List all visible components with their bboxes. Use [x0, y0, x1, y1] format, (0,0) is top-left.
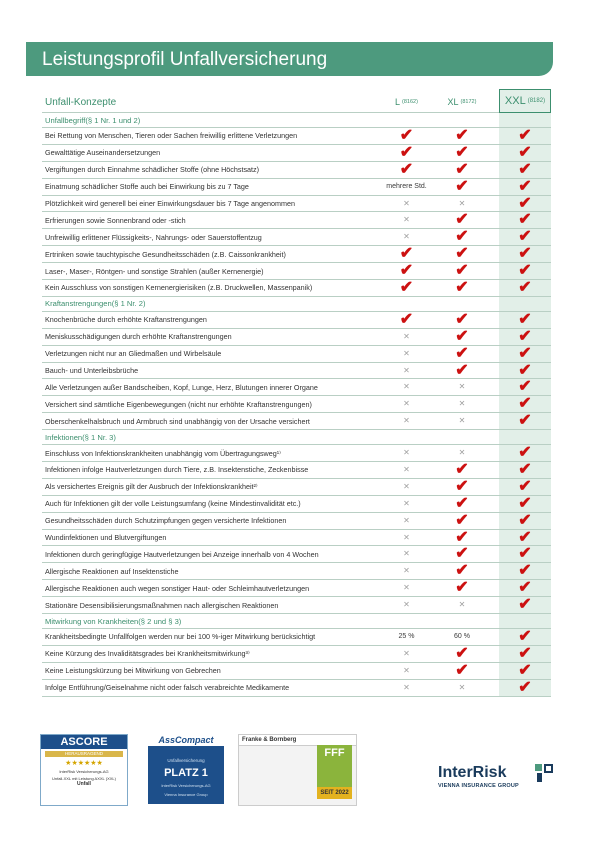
- cell-l: [381, 646, 432, 662]
- cell-xl: [436, 663, 488, 679]
- table-row: [42, 229, 551, 246]
- row-label: Auch für Infektionen gilt der volle Leistungsumfang (keine Mindestinvalidität etc.): [45, 499, 301, 509]
- cell-l: [381, 145, 432, 161]
- cross-icon: ✕: [458, 416, 466, 426]
- checkmark-icon: ✔: [518, 678, 532, 696]
- page-title: Leistungsprofil Unfallversicherung: [42, 49, 328, 70]
- cross-icon: ✕: [403, 515, 410, 525]
- cell-xl: [436, 580, 488, 596]
- cell-xl: [436, 445, 488, 461]
- row-label: Keine Leistungskürzung bei Mitwirkung von Gebrechen: [45, 666, 221, 676]
- cell-l: [381, 196, 432, 212]
- checkmark-icon: ✔: [518, 194, 532, 212]
- row-label: Ertrinken sowie tauchtypische Gesundheitsschäden (z.B. Caissonkrankheit): [45, 249, 286, 259]
- table-row: [42, 663, 551, 680]
- row-label: Keine Kürzung des Invaliditätsgrades bei Krankheitsmitwirkung³⁾: [45, 649, 250, 659]
- cross-icon: ✕: [403, 682, 410, 692]
- checkmark-icon: ✔: [399, 143, 414, 161]
- cross-icon: ✕: [458, 448, 466, 458]
- checkmark-icon: ✔: [455, 477, 469, 495]
- table-row: [42, 530, 551, 547]
- row-label: Oberschenkelhalsbruch und Armbruch sind unabhängig von der Ursache versichert: [45, 416, 310, 426]
- checkmark-icon: ✔: [455, 143, 469, 161]
- cell-xxl: [499, 128, 551, 144]
- checkmark-icon: ✔: [399, 262, 414, 280]
- cross-icon: ✕: [403, 464, 410, 474]
- checkmark-icon: ✔: [518, 327, 532, 345]
- cell-xl: [436, 263, 488, 279]
- cell-l: [381, 479, 432, 495]
- benefits-table: [42, 92, 551, 697]
- cell-l: [381, 462, 432, 478]
- table-row: [42, 379, 551, 396]
- cell-xxl: [499, 196, 551, 212]
- checkmark-icon: ✔: [518, 160, 532, 178]
- row-label: Alle Verletzungen außer Bandscheiben, Kopf, Lunge, Herz, Blutungen innerer Organe: [45, 382, 318, 392]
- franke-bornberg-badge: Franke & Bornberg FFF SEIT 2022: [238, 734, 357, 806]
- cell-l: [381, 396, 432, 412]
- cell-empty: [381, 113, 432, 127]
- section-name: Unfallbegriff: [45, 115, 86, 125]
- cell-xxl: [499, 413, 551, 429]
- checkmark-icon: ✔: [518, 596, 532, 614]
- section-name: Mitwirkung von Krankheiten: [45, 616, 139, 626]
- section-header: [42, 297, 551, 312]
- table-row: [42, 363, 551, 380]
- cell-l: [381, 329, 432, 345]
- cross-icon: ✕: [403, 665, 410, 675]
- cross-icon: ✕: [403, 583, 410, 593]
- cell-xxl: [499, 530, 551, 546]
- checkmark-icon: ✔: [455, 278, 469, 296]
- checkmark-icon: ✔: [518, 528, 532, 546]
- cross-icon: ✕: [403, 416, 410, 426]
- cell-xxl: [499, 580, 551, 596]
- checkmark-icon: ✔: [518, 562, 532, 580]
- cell-xl: [436, 479, 488, 495]
- row-label: Gewalttätige Auseinandersetzungen: [45, 148, 161, 158]
- cell-xxl: [499, 346, 551, 362]
- checkmark-icon: ✔: [455, 528, 469, 546]
- table-row: [42, 580, 551, 597]
- cell-l: [381, 363, 432, 379]
- cell-xxl: [499, 513, 551, 529]
- table-row: [42, 445, 551, 462]
- cell-xxl: [499, 646, 551, 662]
- cell-l: [381, 680, 432, 696]
- cell-xl: [436, 396, 488, 412]
- checkmark-icon: ✔: [518, 661, 532, 679]
- table-header-row: [42, 92, 551, 113]
- checkmark-icon: ✔: [518, 126, 532, 144]
- cell-xl: [436, 546, 488, 562]
- cell-xxl: [499, 229, 551, 245]
- cell-l: [381, 246, 432, 262]
- cell-xxl: [499, 563, 551, 579]
- cell-l: [381, 597, 432, 613]
- cross-icon: ✕: [458, 682, 466, 692]
- cell-l: [381, 379, 432, 395]
- column-header-xl: XL (8172): [447, 97, 477, 107]
- checkmark-icon: ✔: [455, 310, 469, 328]
- cell-xxl: [499, 445, 551, 461]
- row-label: Infolge Entführung/Geiselnahme nicht oder falsch verabreichte Medikamente: [45, 683, 290, 693]
- checkmark-icon: ✔: [455, 228, 469, 246]
- section-header: [42, 430, 551, 445]
- checkmark-icon: ✔: [399, 310, 414, 328]
- cell-xl: [436, 280, 488, 296]
- cross-icon: ✕: [458, 382, 466, 392]
- logo-mark-icon: [535, 764, 553, 782]
- section-header: [42, 614, 551, 629]
- table-row: [42, 513, 551, 530]
- table-row: [42, 263, 551, 280]
- checkmark-icon: ✔: [518, 579, 532, 597]
- cell-xxl: [499, 479, 551, 495]
- cell-l: [381, 413, 432, 429]
- cell-xxl: [499, 396, 551, 412]
- cross-icon: ✕: [403, 348, 410, 358]
- cross-icon: ✕: [403, 448, 410, 458]
- checkmark-icon: ✔: [518, 628, 532, 645]
- cell-l-value: 25 %: [398, 633, 415, 641]
- checkmark-icon: ✔: [518, 278, 532, 296]
- section-title: [45, 297, 145, 311]
- checkmark-icon: ✔: [518, 262, 532, 280]
- cell-l: [381, 263, 432, 279]
- table-row: [42, 479, 551, 496]
- row-label: Laser-, Maser-, Röntgen- und sonstige Strahlen (außer Kernenergie): [45, 266, 264, 276]
- cell-xxl: [499, 496, 551, 512]
- cell-xl: [436, 162, 488, 178]
- checkmark-icon: ✔: [399, 245, 414, 263]
- cell-xxl: [499, 629, 551, 645]
- row-label: Versichert sind sämtliche Eigenbewegungen (nicht nur erhöhte Kraftanstrengungen): [45, 399, 312, 409]
- checkmark-icon: ✔: [455, 160, 469, 178]
- table-row: [42, 646, 551, 663]
- cross-icon: ✕: [403, 566, 410, 576]
- checkmark-icon: ✔: [399, 160, 414, 178]
- cell-xxl: [499, 280, 551, 296]
- cell-l: [381, 496, 432, 512]
- cell-xl: [436, 363, 488, 379]
- checkmark-icon: ✔: [455, 644, 469, 662]
- checkmark-icon: ✔: [455, 545, 469, 563]
- row-label: Kein Ausschluss von sonstigen Kernenergierisiken (z.B. Druckwellen, Massenpanik): [45, 283, 313, 293]
- table-row: [42, 346, 551, 363]
- table-row: [42, 179, 551, 196]
- cell-empty: [381, 430, 432, 444]
- cross-icon: ✕: [403, 498, 410, 508]
- checkmark-icon: ✔: [455, 460, 469, 478]
- cross-icon: ✕: [403, 215, 410, 225]
- row-label: Erfrierungen sowie Sonnenbrand oder -stich: [45, 215, 186, 225]
- section-ref: (§ 1 Nr. 1 und 2): [85, 115, 141, 125]
- cell-l: [381, 530, 432, 546]
- cell-xxl: [499, 145, 551, 161]
- cell-xxl: [499, 263, 551, 279]
- checkmark-icon: ✔: [518, 177, 532, 195]
- section-ref: (§ 2 und § 3): [138, 616, 182, 626]
- cell-xl: [436, 145, 488, 161]
- cell-empty: [436, 113, 488, 127]
- checkmark-icon: ✔: [518, 361, 532, 379]
- ascore-badge: ASCORE HERAUSRAGEND ★★★★★★ InterRisk Versicherungs-AG Unfall-XXL mit Leistung AXXL (XXL) Unfall: [40, 734, 128, 806]
- checkmark-icon: ✔: [518, 545, 532, 563]
- cell-xl: [436, 379, 488, 395]
- cell-empty: [499, 430, 551, 444]
- row-label: Infektionen infolge Hautverletzungen durch Tiere, z.B. Insektenstiche, Zeckenbisse: [45, 465, 309, 475]
- cross-icon: ✕: [403, 549, 410, 559]
- cell-xxl: [499, 663, 551, 679]
- table-row: [42, 462, 551, 479]
- checkmark-icon: ✔: [455, 661, 469, 679]
- checkmark-icon: ✔: [455, 562, 469, 580]
- cell-l: [381, 563, 432, 579]
- checkmark-icon: ✔: [455, 327, 469, 345]
- section-title: [45, 614, 181, 628]
- checkmark-icon: ✔: [455, 245, 469, 263]
- section-header: [42, 113, 551, 128]
- checkmark-icon: ✔: [518, 211, 532, 229]
- row-label: Knochenbrüche durch erhöhte Kraftanstrengungen: [45, 315, 207, 325]
- cell-empty: [499, 297, 551, 311]
- table-row: [42, 246, 551, 263]
- cell-l: [381, 212, 432, 228]
- section-name: Infektionen: [45, 432, 83, 442]
- checkmark-icon: ✔: [518, 494, 532, 512]
- row-label: Wundinfektionen und Blutvergiftungen: [45, 533, 167, 543]
- cross-icon: ✕: [458, 600, 466, 610]
- table-row: [42, 196, 551, 213]
- cell-xl: [436, 530, 488, 546]
- table-row: [42, 629, 551, 646]
- table-row: [42, 145, 551, 162]
- row-label: Plötzlichkeit wird generell bei einer Einwirkungsdauer bis 7 Tage angenommen: [45, 199, 295, 208]
- table-row: [42, 128, 551, 145]
- cell-xl: [436, 212, 488, 228]
- checkmark-icon: ✔: [518, 444, 532, 462]
- checkmark-icon: ✔: [518, 245, 532, 263]
- cell-xxl: [499, 246, 551, 262]
- table-row: [42, 680, 551, 697]
- section-ref: (§ 1 Nr. 2): [111, 299, 146, 309]
- table-row: [42, 413, 551, 430]
- cell-xl-value: 60 %: [454, 633, 470, 641]
- cell-l: [381, 280, 432, 296]
- checkmark-icon: ✔: [518, 412, 532, 430]
- cell-l: [381, 229, 432, 245]
- cell-empty: [436, 614, 488, 628]
- cell-l: [381, 312, 432, 328]
- table-row: [42, 597, 551, 614]
- cell-xxl: [499, 212, 551, 228]
- column-header-l: L (8162): [381, 92, 432, 112]
- table-row: [42, 212, 551, 229]
- table-row: [42, 546, 551, 563]
- checkmark-icon: ✔: [518, 460, 532, 478]
- cell-xl: [436, 128, 488, 144]
- checkmark-icon: ✔: [518, 395, 532, 413]
- cell-xl: [436, 513, 488, 529]
- cell-xxl: [499, 162, 551, 178]
- cell-empty: [436, 430, 488, 444]
- row-label: Bauch- und Unterleibsbrüche: [45, 366, 139, 376]
- checkmark-icon: ✔: [518, 310, 532, 328]
- concepts-label: Unfall-Konzepte: [45, 96, 117, 108]
- checkmark-icon: ✔: [518, 378, 532, 396]
- cell-empty: [381, 614, 432, 628]
- table-row: [42, 329, 551, 346]
- checkmark-icon: ✔: [455, 361, 469, 379]
- rating-stars-icon: ★★★★★★: [65, 760, 103, 767]
- cell-xl: [436, 496, 488, 512]
- section-title: [45, 113, 140, 127]
- cross-icon: ✕: [403, 198, 410, 208]
- cell-l: [381, 346, 432, 362]
- cell-xl: [436, 179, 488, 195]
- cell-xl: [436, 563, 488, 579]
- checkmark-icon: ✔: [455, 494, 469, 512]
- table-row: [42, 312, 551, 329]
- cross-icon: ✕: [403, 365, 410, 375]
- row-label: Vergiftungen durch Einnahme schädlicher Stoffe (ohne Höchstsatz): [45, 165, 260, 175]
- row-label: Allergische Reaktionen auf Insektenstiche: [45, 566, 179, 576]
- cell-xl: [436, 646, 488, 662]
- cross-icon: ✕: [458, 399, 466, 409]
- checkmark-icon: ✔: [518, 477, 532, 495]
- row-label: Unfreiwillig erlittener Flüssigkeits-, Nahrungs- oder Sauerstoffentzug: [45, 232, 262, 242]
- cell-xl: [436, 329, 488, 345]
- section-ref: (§ 1 Nr. 3): [82, 432, 116, 442]
- checkmark-icon: ✔: [399, 278, 414, 296]
- cross-icon: ✕: [403, 232, 410, 242]
- cell-l: [381, 128, 432, 144]
- table-row: [42, 162, 551, 179]
- checkmark-icon: ✔: [455, 579, 469, 597]
- checkmark-icon: ✔: [455, 211, 469, 229]
- cell-xxl: [499, 546, 551, 562]
- row-label: Als versichertes Ereignis gilt der Ausbruch der Infektionskrankheit²⁾: [45, 482, 258, 492]
- cell-xl: [436, 462, 488, 478]
- section-title: [45, 430, 116, 444]
- table-row: [42, 280, 551, 297]
- cell-l: [381, 513, 432, 529]
- cross-icon: ✕: [403, 481, 410, 491]
- cell-xl: [436, 312, 488, 328]
- cell-l: [381, 663, 432, 679]
- cell-empty: [499, 113, 551, 127]
- row-label: Gesundheitsschäden durch Schutzimpfungen gegen versicherte Infektionen: [45, 516, 287, 526]
- cross-icon: ✕: [403, 532, 410, 542]
- cross-icon: ✕: [403, 331, 410, 341]
- cell-xxl: [499, 379, 551, 395]
- cell-xxl: [499, 680, 551, 696]
- cross-icon: ✕: [403, 648, 410, 658]
- cell-xl: [436, 246, 488, 262]
- column-header-xxl: XXL (8182): [499, 89, 551, 113]
- row-label: Infektionen durch geringfügige Hautverletzungen bei Anzeige innerhalb von 4 Wochen: [45, 549, 319, 559]
- cell-l: [381, 162, 432, 178]
- cross-icon: ✕: [458, 198, 466, 208]
- cell-l-value: mehrere Std.: [386, 183, 427, 191]
- table-row: [42, 496, 551, 513]
- checkmark-icon: ✔: [518, 644, 532, 662]
- checkmark-icon: ✔: [455, 126, 469, 144]
- cell-empty: [436, 297, 488, 311]
- cell-xl: [436, 597, 488, 613]
- checkmark-icon: ✔: [455, 262, 469, 280]
- cell-xl: [436, 346, 488, 362]
- page-header: [26, 42, 553, 76]
- cell-xxl: [499, 312, 551, 328]
- cell-xl: [436, 196, 488, 212]
- cell-xl: [436, 680, 488, 696]
- cell-l: [381, 546, 432, 562]
- row-label: Verletzungen nicht nur an Gliedmaßen und Wirbelsäule: [45, 349, 222, 359]
- interrisk-logo: InterRisk VIENNA INSURANCE GROUP: [438, 764, 553, 804]
- cross-icon: ✕: [403, 600, 410, 610]
- checkmark-icon: ✔: [518, 344, 532, 362]
- cell-xl: [436, 229, 488, 245]
- row-label: Krankheitsbedingte Unfallfolgen werden nur bei 100 %-iger Mitwirkung berücksichtigt: [45, 632, 316, 642]
- row-label: Einatmung schädlicher Stoffe auch bei Einwirkung bis zu 7 Tage: [45, 182, 249, 192]
- asscompact-badge: AssCompact Unfallversicherung PLATZ 1 InterRisk Versicherungs-AG Vienna Insurance Group: [148, 734, 224, 804]
- table-row: [42, 563, 551, 580]
- cross-icon: ✕: [403, 382, 410, 392]
- checkmark-icon: ✔: [518, 228, 532, 246]
- checkmark-icon: ✔: [455, 511, 469, 529]
- cell-empty: [499, 614, 551, 628]
- row-label: Meniskusschädigungen durch erhöhte Kraftanstrengungen: [45, 332, 232, 342]
- checkmark-icon: ✔: [518, 511, 532, 529]
- section-name: Kraftanstrengungen: [45, 299, 112, 309]
- row-label: Allergische Reaktionen auch wegen sonstiger Haut- oder Schleimhautverletzungen: [45, 583, 310, 593]
- cell-xxl: [499, 597, 551, 613]
- cell-l: [381, 580, 432, 596]
- footer: [40, 734, 560, 809]
- cell-xl: [436, 413, 488, 429]
- row-label: Bei Rettung von Menschen, Tieren oder Sachen freiwillig erlittene Verletzungen: [45, 131, 298, 141]
- cell-xxl: [499, 329, 551, 345]
- row-label: Einschluss von Infektionskrankheiten unabhängig vom Übertragungsweg¹⁾: [45, 448, 281, 458]
- cell-empty: [381, 297, 432, 311]
- checkmark-icon: ✔: [518, 143, 532, 161]
- table-row: [42, 396, 551, 413]
- checkmark-icon: ✔: [455, 177, 469, 195]
- checkmark-icon: ✔: [399, 126, 414, 144]
- row-label: Stationäre Desensibilisierungsmaßnahmen nach allergischen Reaktionen: [45, 600, 279, 610]
- cell-xxl: [499, 462, 551, 478]
- cell-l: [381, 445, 432, 461]
- cross-icon: ✕: [403, 399, 410, 409]
- cell-xxl: [499, 179, 551, 195]
- fff-rating-badge: FFF SEIT 2022: [317, 745, 352, 799]
- checkmark-icon: ✔: [455, 344, 469, 362]
- cell-xxl: [499, 363, 551, 379]
